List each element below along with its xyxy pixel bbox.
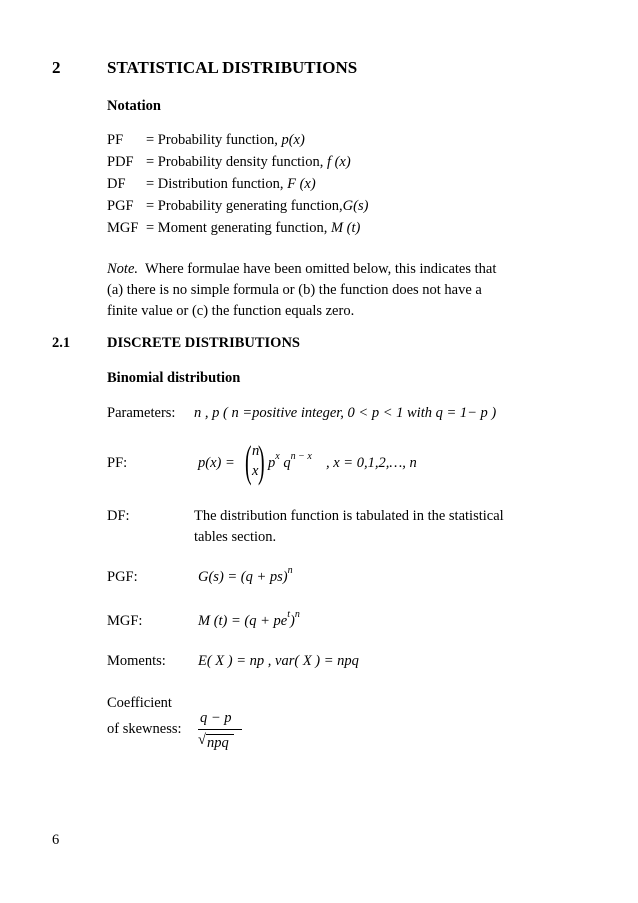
df-line: tables section.	[194, 529, 277, 545]
notation-heading: Notation	[107, 98, 161, 114]
notation-def: = Probability generating function,G(s)	[146, 198, 369, 214]
moments-label: Moments:	[107, 653, 166, 669]
section-title: STATISTICAL DISTRIBUTIONS	[107, 58, 358, 77]
pf-power-terms: $p^x$ $q^{n - x}$	[268, 451, 312, 471]
pgf-label: PGF:	[107, 569, 138, 585]
moments-formula: E( X ) = np , var( X ) = npq	[198, 653, 359, 669]
notation-symbol: M (t)	[330, 220, 361, 236]
parameters-value: n , p ( n =positive integer, 0 < p < 1 with q = 1− p )	[194, 405, 497, 421]
fraction-bar	[198, 729, 242, 730]
notation-def: = Moment generating function, M (t)	[146, 220, 361, 236]
notation-symbol: F (x)	[287, 176, 316, 192]
notation-abbr: PDF	[107, 154, 134, 170]
skewness-label: Coefficient	[107, 695, 172, 711]
note-label: Note.	[107, 261, 139, 277]
right-paren: )	[258, 437, 265, 486]
notation-symbol: p(x)	[281, 132, 305, 148]
binom-bottom: x	[252, 463, 259, 479]
notation-abbr: PGF	[107, 198, 134, 214]
note-line: (a) there is no simple formula or (b) the function does not have a	[107, 282, 482, 298]
notation-abbr: DF	[107, 176, 126, 192]
pgf-formula: G(s) = (q + ps)$^n$	[198, 565, 293, 585]
notation-symbol: f (x)	[326, 154, 351, 170]
notation-def: = Probability density function, f (x)	[146, 154, 351, 170]
parameters-label: Parameters:	[107, 405, 176, 421]
pf-label: PF:	[107, 455, 128, 471]
df-label: DF:	[107, 508, 130, 524]
subsection-number: 2.1	[52, 335, 71, 351]
df-line: The distribution function is tabulated in the statistical	[194, 508, 504, 524]
sqrt-icon: √	[198, 732, 206, 748]
notation-def: = Probability function, p(x)	[146, 132, 305, 148]
binomial-coefficient	[245, 437, 265, 486]
skewness-numerator: q − p	[200, 710, 232, 726]
pf-domain: , x = 0,1,2,…, n	[326, 455, 417, 471]
notation-symbol: G(s)	[342, 198, 369, 214]
notation-def: = Distribution function, F (x)	[146, 176, 316, 192]
note-line: finite value or (c) the function equals zero.	[107, 303, 355, 319]
section-number: 2	[52, 58, 61, 77]
mgf-formula: M $(t) = (q + pe^t)^n$	[198, 609, 300, 629]
subsection-title: DISCRETE DISTRIBUTIONS	[107, 335, 300, 351]
binom-top: n	[252, 443, 260, 459]
note-line: Note. Where formulae have been omitted below, this indicates that	[107, 261, 497, 277]
page-number: 6	[52, 832, 60, 848]
notation-abbr: MGF	[107, 220, 139, 236]
skewness-label: of skewness:	[107, 721, 182, 737]
pf-lhs: p(x) =	[198, 455, 235, 471]
mgf-label: MGF:	[107, 613, 143, 629]
notation-abbr: PF	[107, 132, 124, 148]
left-paren: (	[245, 437, 252, 486]
binomial-heading: Binomial distribution	[107, 370, 241, 386]
skewness-fraction: q − p √ npq	[198, 711, 248, 753]
